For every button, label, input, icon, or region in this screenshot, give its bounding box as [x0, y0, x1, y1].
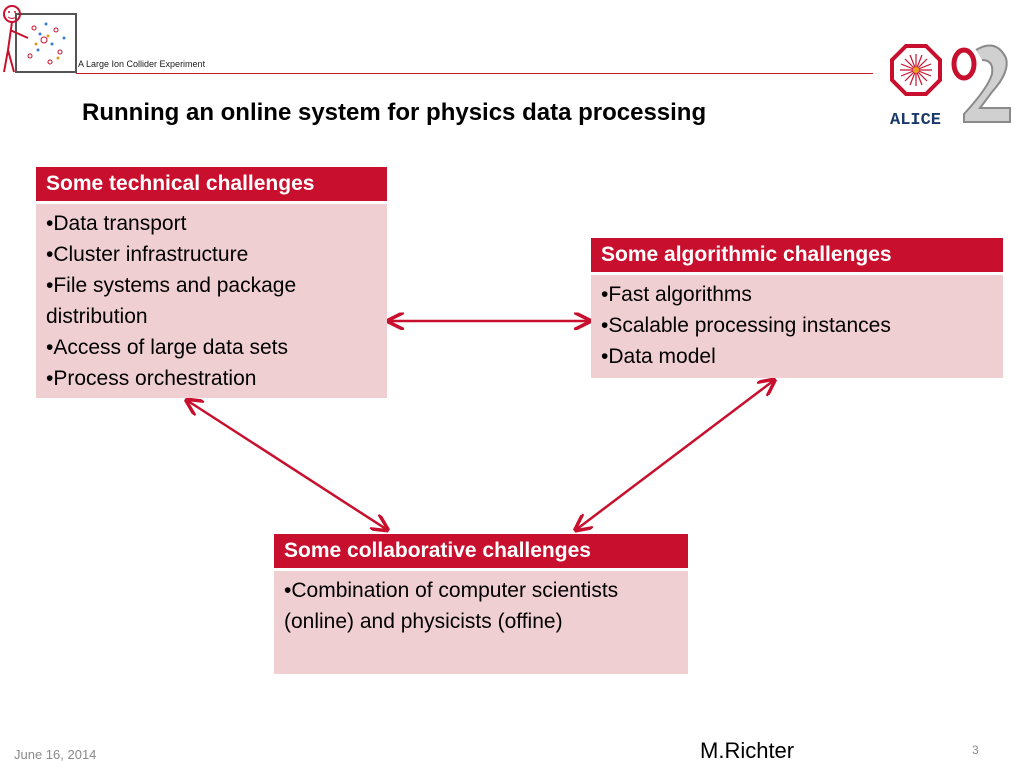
footer-date: June 16, 2014	[14, 747, 97, 762]
footer-author: M.Richter	[700, 738, 795, 763]
arrow-technical-collaborative	[188, 401, 386, 529]
algorithmic-challenges-list	[591, 275, 1003, 378]
header-rule	[76, 73, 873, 74]
list-item: •File systems and package distribution	[46, 274, 297, 328]
list-item: •Process orchestration	[46, 367, 257, 390]
slide-title: Running an online system for physics data processing	[82, 99, 707, 126]
list-item: •Data model	[601, 345, 716, 368]
collaborative-challenges-box	[274, 534, 688, 674]
page-number: 3	[972, 743, 979, 757]
technical-challenges-list	[36, 204, 387, 398]
list-item: •Scalable processing instances	[601, 314, 891, 337]
collaborative-challenges-list	[274, 571, 688, 674]
algorithmic-challenges-box	[591, 238, 1003, 378]
list-item: •Access of large data sets	[46, 336, 288, 359]
alice-o2-logo	[884, 40, 1020, 132]
list-item: •Data transport	[46, 212, 187, 235]
alice-logo-text: ALICE	[890, 111, 942, 130]
list-item: •Cluster infrastructure	[46, 243, 249, 266]
experiment-name: A Large Ion Collider Experiment	[78, 59, 206, 69]
technical-challenges-box	[36, 167, 387, 398]
technical-challenges-heading: Some technical challenges	[36, 167, 387, 204]
list-item: •Fast algorithms	[601, 283, 752, 306]
algorithmic-challenges-heading: Some algorithmic challenges	[591, 238, 1003, 275]
arrow-algorithmic-collaborative	[577, 381, 773, 529]
list-item: •Combination of computer scientists (online) and physicists (offine)	[284, 579, 619, 633]
collaborative-challenges-heading: Some collaborative challenges	[274, 534, 688, 571]
alice-mascot-logo	[0, 0, 80, 76]
